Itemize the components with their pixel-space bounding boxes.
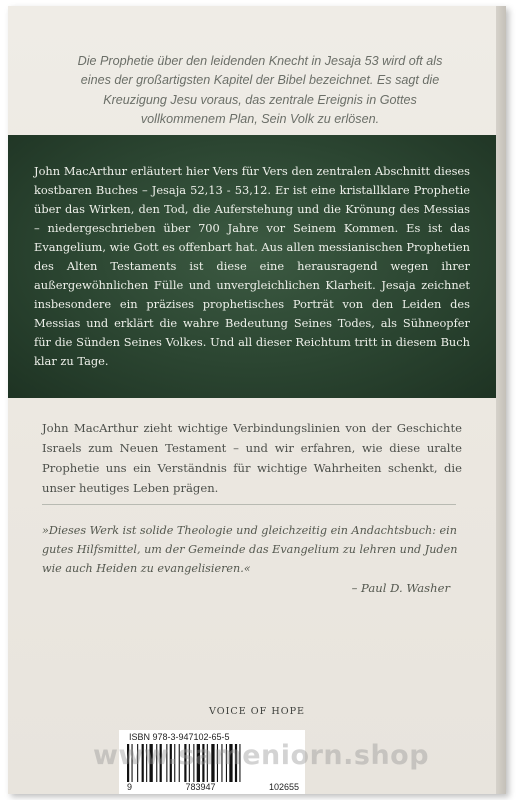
barcode-digit-lead: 9	[127, 782, 133, 792]
isbn-text: ISBN 978-3-947102-65-5	[129, 732, 230, 742]
middle-paragraph: John MacArthur zieht wichtige Verbindungslinien von der Geschichte Israels zum Neuen Testament – und wir erfahren, wie diese uralte Prophetie uns ein Verständnis für wichtige Wahrheiten schenkt, die unser heutiges Leben prägen.	[42, 421, 462, 495]
quote-author: – Paul D. Washer	[351, 581, 450, 595]
band-paragraph: John MacArthur erläutert hier Vers für Vers den zentralen Abschnitt dieses kostbaren Buches – Jesaja 52,13 - 53,12. Er ist eine kristallklare Prophetie über das Wirken, den Tod, die Auferstehung und die Krönung des Messias – niedergeschrieben über 700 Jahre vor Seinem Kommen. Es ist das Evangelium, wie Gott es offenbart hat. Aus allen messianischen Prophetien des Alten Testaments ist diese eine herausragend wegen ihrer außergewöhnlichen Fülle und unvergleichlichen Klarheit. Jesaja zeichnet insbesondere ein präzises prophetisches Porträt von den Leiden des Messias und erklärt die wahre Bedeutung Seines Todes, als Sühneopfer für die Sünden Seines Volkes. Und all dieser Reichtum tritt in diesem Buch klar zu Tage.	[34, 164, 470, 368]
barcode-digits	[127, 782, 299, 792]
book-back-cover	[8, 6, 506, 794]
green-band	[8, 135, 496, 398]
watermark: www.sameniorn.shop	[92, 740, 430, 771]
barcode-digit-group-1: 783947	[185, 782, 216, 792]
endorsement-quote: »Dieses Werk ist solide Theologie und gleichzeitig ein Andachtsbuch: ein gutes Hilfsmittel, um der Gemeinde das Evangelium zu lehren und Juden wie auch Heiden zu evangelisieren.«	[42, 524, 458, 575]
publisher-name: VOICE OF HOPE	[208, 706, 306, 717]
cover-edge	[496, 6, 506, 794]
intro-paragraph: Die Prophetie über den leidenden Knecht in Jesaja 53 wird oft als eines der großartigsten Kapitel der Bibel bezeichnet. Es sagt die Kreuzigung Jesu voraus, das zentrale Ereignis in Gottes vollkommenem Plan, Sein Volk zu erlösen.	[77, 54, 443, 127]
divider	[42, 504, 456, 505]
barcode-digit-group-2: 102655	[268, 782, 299, 792]
